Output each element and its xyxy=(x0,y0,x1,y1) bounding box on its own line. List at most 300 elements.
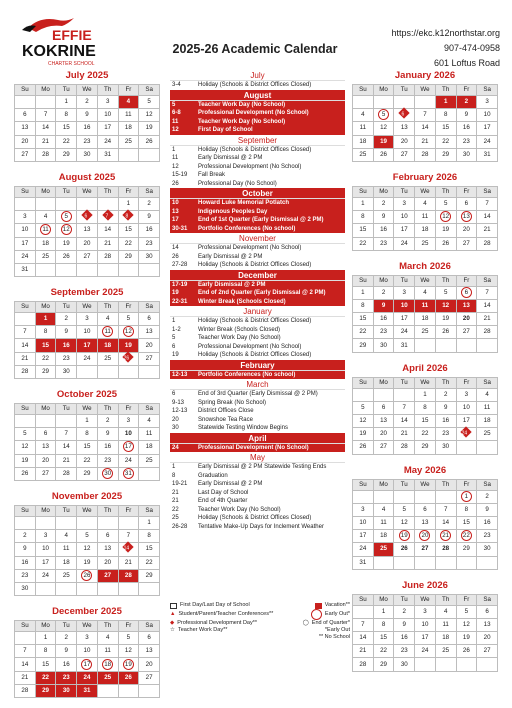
calendar-day: 22 xyxy=(353,326,374,339)
events-list xyxy=(170,70,345,531)
calendar-day: 22 xyxy=(415,428,436,441)
calendar-day: 13 xyxy=(97,543,118,556)
calendar-day: 26 xyxy=(435,237,456,250)
calendar-day: 20 xyxy=(394,135,415,148)
event-description: Holiday (Schools & District Offices Closed) xyxy=(198,318,312,324)
calendar-day: 8 xyxy=(353,299,374,312)
legend-note-early: *Early Out xyxy=(324,627,350,633)
calendar-day xyxy=(118,263,139,276)
weekday-header: Mo xyxy=(373,85,394,96)
event-date: 26-28 xyxy=(172,523,188,530)
weekday-header: Th xyxy=(435,377,456,388)
logo-name-line2: KOKRINE xyxy=(22,43,96,60)
weekday-header: Tu xyxy=(394,377,415,388)
event-date: 12-13 xyxy=(172,371,188,378)
calendar-day: 29 xyxy=(77,467,98,480)
event-description: Teacher Work Day (No School) xyxy=(198,506,281,513)
event-date: 17 xyxy=(172,217,179,223)
calendar-day: 11 xyxy=(415,299,436,312)
month-grid xyxy=(352,275,498,353)
calendar-day: 1 xyxy=(139,516,160,529)
pd-day-icon xyxy=(123,210,134,221)
weekday-header: We xyxy=(415,186,436,197)
calendar-day: 31 xyxy=(353,556,374,569)
calendar-day: 31 xyxy=(77,684,98,697)
month-grid xyxy=(352,377,498,455)
calendar-day: 27 xyxy=(139,352,160,365)
calendar-day: 17 xyxy=(456,415,477,428)
calendar-day: 7 xyxy=(477,197,498,210)
calendar-day xyxy=(118,441,139,454)
weekday-header: Su xyxy=(15,404,36,415)
event-date: 21 xyxy=(172,489,179,496)
event-row xyxy=(170,244,345,253)
calendar-day: 13 xyxy=(139,326,160,339)
calendar-day: 18 xyxy=(139,441,160,454)
event-date: 13 xyxy=(172,208,179,215)
event-description: Early Dismissal @ 2 PM xyxy=(198,253,263,260)
month-grid xyxy=(14,403,160,481)
calendar-day: 12 xyxy=(456,618,477,631)
month-grid xyxy=(14,301,160,379)
calendar-day: 7 xyxy=(353,618,374,631)
calendar-day: 23 xyxy=(97,454,118,467)
month-title: October 2025 xyxy=(56,389,118,400)
calendar-day: 14 xyxy=(477,211,498,224)
calendar-day: 15 xyxy=(353,224,374,237)
calendar-day: 23 xyxy=(477,530,498,543)
calendar-day: 9 xyxy=(77,109,98,122)
calendar-day xyxy=(394,109,415,122)
calendar-day xyxy=(35,263,56,276)
triangle-icon: ▲ xyxy=(170,611,176,617)
calendar-day: 24 xyxy=(35,569,56,582)
event-description: First Day of School xyxy=(198,127,253,133)
calendar-day: 2 xyxy=(373,286,394,299)
calendar-day: 1 xyxy=(373,605,394,618)
legend xyxy=(170,602,350,641)
calendar-day: 17 xyxy=(97,122,118,135)
calendar-day: 7 xyxy=(35,109,56,122)
calendar-day: 20 xyxy=(15,135,36,148)
calendar-day: 4 xyxy=(353,109,374,122)
event-month-heading: December xyxy=(170,270,345,281)
event-date: 11 xyxy=(172,155,179,161)
calendar-day: 14 xyxy=(415,122,436,135)
calendar-day: 12 xyxy=(139,109,160,122)
weekday-header: Fr xyxy=(118,85,139,96)
calendar-day: 9 xyxy=(373,299,394,312)
calendar-day: 16 xyxy=(56,339,77,352)
event-date: 1 xyxy=(172,146,176,153)
weekday-header: Sa xyxy=(477,85,498,96)
calendar-day: 29 xyxy=(456,543,477,556)
calendar-day xyxy=(97,467,118,480)
calendar-day: 16 xyxy=(373,313,394,326)
event-month-heading: November xyxy=(170,233,345,244)
calendar-day xyxy=(77,582,98,595)
calendar-day xyxy=(118,516,139,529)
event-row xyxy=(170,199,345,208)
calendar-day: 26 xyxy=(56,250,77,263)
month-calendar xyxy=(352,363,498,455)
calendar-day xyxy=(118,684,139,697)
event-description: Winter Break (Schools Closed) xyxy=(198,326,281,333)
calendar-day: 17 xyxy=(353,530,374,543)
calendar-day: 19 xyxy=(435,313,456,326)
calendar-day xyxy=(456,339,477,352)
calendar-day: 15 xyxy=(56,122,77,135)
calendar-day: 14 xyxy=(394,415,415,428)
weekday-header: Sa xyxy=(139,621,160,632)
month-grid xyxy=(14,620,160,698)
month-title: July 2025 xyxy=(65,70,109,81)
calendar-day: 25 xyxy=(415,326,436,339)
calendar-day: 20 xyxy=(373,428,394,441)
calendar-day: 12 xyxy=(77,543,98,556)
calendar-day: 10 xyxy=(77,645,98,658)
day-number: 6 xyxy=(84,213,87,220)
calendar-day xyxy=(456,530,477,543)
calendar-day: 23 xyxy=(373,237,394,250)
calendar-day xyxy=(415,556,436,569)
event-row xyxy=(170,225,345,234)
pd-day-icon xyxy=(399,108,410,119)
event-date: 26 xyxy=(172,253,179,260)
event-row xyxy=(170,407,345,416)
legend-end-quarter: End of Quarter* xyxy=(311,620,350,626)
calendar-day xyxy=(35,415,56,428)
calendar-day: 5 xyxy=(77,530,98,543)
legend-pd: Professional Development Day** xyxy=(177,620,258,626)
calendar-day: 3 xyxy=(77,313,98,326)
weekday-header: Tu xyxy=(394,186,415,197)
calendar-day: 21 xyxy=(97,237,118,250)
star-icon: ☆ xyxy=(170,627,175,633)
day-number: 17 xyxy=(123,441,134,452)
calendar-day: 27 xyxy=(477,645,498,658)
weekday-header: Fr xyxy=(118,186,139,197)
calendar-day xyxy=(139,365,160,378)
calendar-day: 21 xyxy=(118,556,139,569)
calendar-day: 25 xyxy=(373,543,394,556)
event-description: End of 4th Quarter xyxy=(198,498,248,504)
month-title: May 2026 xyxy=(403,464,447,476)
calendar-day: 2 xyxy=(373,197,394,210)
event-date: 6 xyxy=(172,343,176,350)
calendar-day: 10 xyxy=(353,516,374,529)
calendar-day: 1 xyxy=(35,632,56,645)
calendar-day: 3 xyxy=(353,503,374,516)
event-row xyxy=(170,497,345,506)
calendar-day: 30 xyxy=(373,339,394,352)
weekday-header: Fr xyxy=(456,594,477,605)
calendar-day: 27 xyxy=(35,467,56,480)
calendar-day: 25 xyxy=(118,135,139,148)
weekday-header: Mo xyxy=(373,377,394,388)
calendar-day: 26 xyxy=(118,671,139,684)
event-description: Snowshoe Tea Race xyxy=(198,416,253,423)
weekday-header: Th xyxy=(97,404,118,415)
calendar-day: 20 xyxy=(456,313,477,326)
calendar-day: 18 xyxy=(118,122,139,135)
calendar-day: 19 xyxy=(456,632,477,645)
calendar-day: 30 xyxy=(394,658,415,671)
event-description: End of 3rd Quarter (Early Dismissal @ 2 PM) xyxy=(198,391,318,397)
calendar-day xyxy=(394,490,415,503)
weekday-header: Fr xyxy=(118,404,139,415)
day-number: 22 xyxy=(461,530,472,541)
event-description: Winter Break (Schools Closed) xyxy=(198,298,286,305)
event-date: 5 xyxy=(172,335,176,341)
day-number: 13 xyxy=(461,211,472,222)
calendar-day: 7 xyxy=(56,428,77,441)
calendar-day xyxy=(77,365,98,378)
event-description: Holiday (Schools & District Offices Closed) xyxy=(198,515,312,521)
event-row xyxy=(170,390,345,399)
calendar-day: 8 xyxy=(456,503,477,516)
calendar-day: 13 xyxy=(477,618,498,631)
calendar-day: 8 xyxy=(77,428,98,441)
event-date: 25 xyxy=(172,515,179,521)
calendar-day: 30 xyxy=(477,543,498,556)
calendar-day: 22 xyxy=(35,352,56,365)
website-link[interactable]: https://ekc.k12northstar.org xyxy=(391,28,500,38)
calendar-day: 20 xyxy=(97,556,118,569)
calendar-day xyxy=(435,530,456,543)
event-row xyxy=(170,317,345,326)
calendar-day xyxy=(15,415,36,428)
calendar-day: 13 xyxy=(394,122,415,135)
event-row xyxy=(170,334,345,343)
calendar-day: 11 xyxy=(56,543,77,556)
calendar-day: 14 xyxy=(97,224,118,237)
event-description: End of 1st Quarter (Early Dismissal @ 2 PM) xyxy=(198,217,324,223)
calendar-day: 21 xyxy=(415,135,436,148)
calendar-day: 21 xyxy=(35,135,56,148)
calendar-day: 22 xyxy=(139,556,160,569)
calendar-day: 9 xyxy=(56,326,77,339)
legend-conferences: Student/Parent/Teacher Conferences** xyxy=(178,611,274,617)
diamond-icon: ◆ xyxy=(170,620,175,626)
calendar-day: 10 xyxy=(394,299,415,312)
calendar-day: 27 xyxy=(15,148,36,161)
calendar-day: 11 xyxy=(118,109,139,122)
calendar-day: 5 xyxy=(15,428,36,441)
calendar-day: 19 xyxy=(118,339,139,352)
calendar-day xyxy=(118,582,139,595)
calendar-day: 4 xyxy=(415,286,436,299)
weekday-header: Sa xyxy=(139,404,160,415)
event-date: 8 xyxy=(172,472,176,479)
calendar-day: 8 xyxy=(35,645,56,658)
calendar-day: 1 xyxy=(56,96,77,109)
calendar-day: 25 xyxy=(353,148,374,161)
calendar-day xyxy=(15,632,36,645)
legend-first-last: First Day/Last Day of School xyxy=(180,602,250,608)
calendar-day: 24 xyxy=(394,237,415,250)
calendar-day: 2 xyxy=(477,490,498,503)
calendar-day xyxy=(477,658,498,671)
calendar-day: 25 xyxy=(139,454,160,467)
event-row xyxy=(170,289,345,298)
calendar-day: 16 xyxy=(139,224,160,237)
pd-day-icon xyxy=(102,210,113,221)
calendar-day: 28 xyxy=(97,250,118,263)
calendar-day: 30 xyxy=(139,250,160,263)
calendar-day: 17 xyxy=(15,237,36,250)
month-grid xyxy=(352,479,498,570)
calendar-day: 27 xyxy=(77,250,98,263)
calendar-day: 24 xyxy=(77,671,98,684)
calendar-day: 13 xyxy=(77,224,98,237)
event-date: 3-4 xyxy=(172,82,181,88)
day-number: 6 xyxy=(401,111,405,118)
logo-subtitle: CHARTER SCHOOL xyxy=(48,61,95,67)
calendar-day: 18 xyxy=(353,135,374,148)
calendar-day: 3 xyxy=(415,605,436,618)
calendar-day: 30 xyxy=(456,148,477,161)
event-date: 5 xyxy=(172,101,176,108)
calendar-day xyxy=(456,556,477,569)
calendar-day xyxy=(456,658,477,671)
calendar-day: 23 xyxy=(56,671,77,684)
weekday-header: We xyxy=(77,505,98,516)
event-row xyxy=(170,171,345,180)
legend-work-day: Teacher Work Day** xyxy=(177,627,228,633)
calendar-day xyxy=(394,556,415,569)
weekday-header: Mo xyxy=(373,594,394,605)
month-calendar xyxy=(14,172,160,277)
calendar-day: 3 xyxy=(477,96,498,109)
weekday-header: Sa xyxy=(139,85,160,96)
event-row xyxy=(170,371,345,380)
event-row xyxy=(170,444,345,453)
calendar-day xyxy=(118,326,139,339)
calendar-day: 29 xyxy=(415,441,436,454)
calendar-day: 14 xyxy=(477,299,498,312)
event-description: Early Dismissal @ 2 PM xyxy=(198,281,266,288)
event-description: Holiday (Schools & District Offices Closed) xyxy=(198,262,312,268)
calendar-day: 10 xyxy=(394,211,415,224)
calendar-day xyxy=(415,658,436,671)
calendar-day: 25 xyxy=(35,250,56,263)
month-calendar xyxy=(352,172,498,251)
calendar-day: 8 xyxy=(35,326,56,339)
calendar-day xyxy=(15,313,36,326)
calendar-day: 28 xyxy=(477,326,498,339)
calendar-day: 3 xyxy=(394,197,415,210)
weekday-header: Mo xyxy=(373,186,394,197)
calendar-day: 10 xyxy=(477,109,498,122)
event-description: Tentative Make-Up Days for Inclement Weather xyxy=(198,523,324,530)
pd-day-icon xyxy=(123,542,134,553)
calendar-day: 6 xyxy=(373,401,394,414)
calendar-day: 11 xyxy=(477,401,498,414)
calendar-day: 6 xyxy=(477,605,498,618)
event-row xyxy=(170,216,345,225)
calendar-day: 5 xyxy=(456,605,477,618)
calendar-day: 4 xyxy=(139,415,160,428)
month-calendar xyxy=(14,70,160,162)
weekday-header: Mo xyxy=(35,505,56,516)
calendar-day: 4 xyxy=(56,530,77,543)
calendar-day xyxy=(97,263,118,276)
calendar-day: 19 xyxy=(77,556,98,569)
calendar-day: 6 xyxy=(139,632,160,645)
event-date: 17-19 xyxy=(172,281,188,288)
calendar-day: 3 xyxy=(97,96,118,109)
calendar-day: 4 xyxy=(97,313,118,326)
calendar-day: 27 xyxy=(415,543,436,556)
weekday-header: Th xyxy=(435,594,456,605)
month-calendar xyxy=(352,70,498,162)
calendar-day: 29 xyxy=(139,569,160,582)
calendar-day: 2 xyxy=(15,530,36,543)
calendar-day xyxy=(56,516,77,529)
calendar-day: 12 xyxy=(118,645,139,658)
event-description: Howard Luke Memorial Potlatch xyxy=(198,200,290,206)
event-description: Professional Development (No School) xyxy=(198,163,302,170)
calendar-day: 15 xyxy=(435,122,456,135)
weekday-header: Sa xyxy=(139,505,160,516)
calendar-day: 23 xyxy=(56,352,77,365)
calendar-day: 9 xyxy=(139,211,160,224)
calendar-day: 24 xyxy=(77,352,98,365)
calendar-day: 9 xyxy=(15,543,36,556)
calendar-day: 8 xyxy=(353,211,374,224)
calendar-day xyxy=(373,96,394,109)
event-date: 6-8 xyxy=(172,110,181,116)
event-row xyxy=(170,424,345,433)
calendar-day: 14 xyxy=(15,339,36,352)
day-number: 12 xyxy=(61,224,72,235)
calendar-day: 9 xyxy=(394,618,415,631)
event-date: 1 xyxy=(172,464,176,470)
calendar-day: 16 xyxy=(373,224,394,237)
calendar-day: 20 xyxy=(139,658,160,671)
calendar-day: 20 xyxy=(77,237,98,250)
day-number: 19 xyxy=(123,659,134,670)
calendar-day: 30 xyxy=(56,365,77,378)
weekday-header: Su xyxy=(15,505,36,516)
calendar-day: 12 xyxy=(15,441,36,454)
event-date: 1-2 xyxy=(172,326,181,333)
calendar-day: 2 xyxy=(456,96,477,109)
calendar-day: 23 xyxy=(139,237,160,250)
calendar-day: 20 xyxy=(456,224,477,237)
calendar-day: 29 xyxy=(353,339,374,352)
calendar-day: 1 xyxy=(435,96,456,109)
event-description: Professional Development (No School) xyxy=(198,343,302,350)
weekday-header: Mo xyxy=(35,85,56,96)
day-number: 20 xyxy=(419,530,430,541)
calendar-day: 26 xyxy=(15,467,36,480)
day-number: 18 xyxy=(102,659,113,670)
calendar-day: 2 xyxy=(394,605,415,618)
calendar-day: 27 xyxy=(139,671,160,684)
calendar-day: 6 xyxy=(415,503,436,516)
event-row xyxy=(170,146,345,155)
event-date: 12-13 xyxy=(172,408,188,414)
calendar-day: 7 xyxy=(15,326,36,339)
calendar-day: 24 xyxy=(97,135,118,148)
calendar-day: 16 xyxy=(97,441,118,454)
calendar-day: 10 xyxy=(77,326,98,339)
calendar-day: 9 xyxy=(456,109,477,122)
calendar-day: 19 xyxy=(435,224,456,237)
event-month-heading: March xyxy=(170,379,345,390)
